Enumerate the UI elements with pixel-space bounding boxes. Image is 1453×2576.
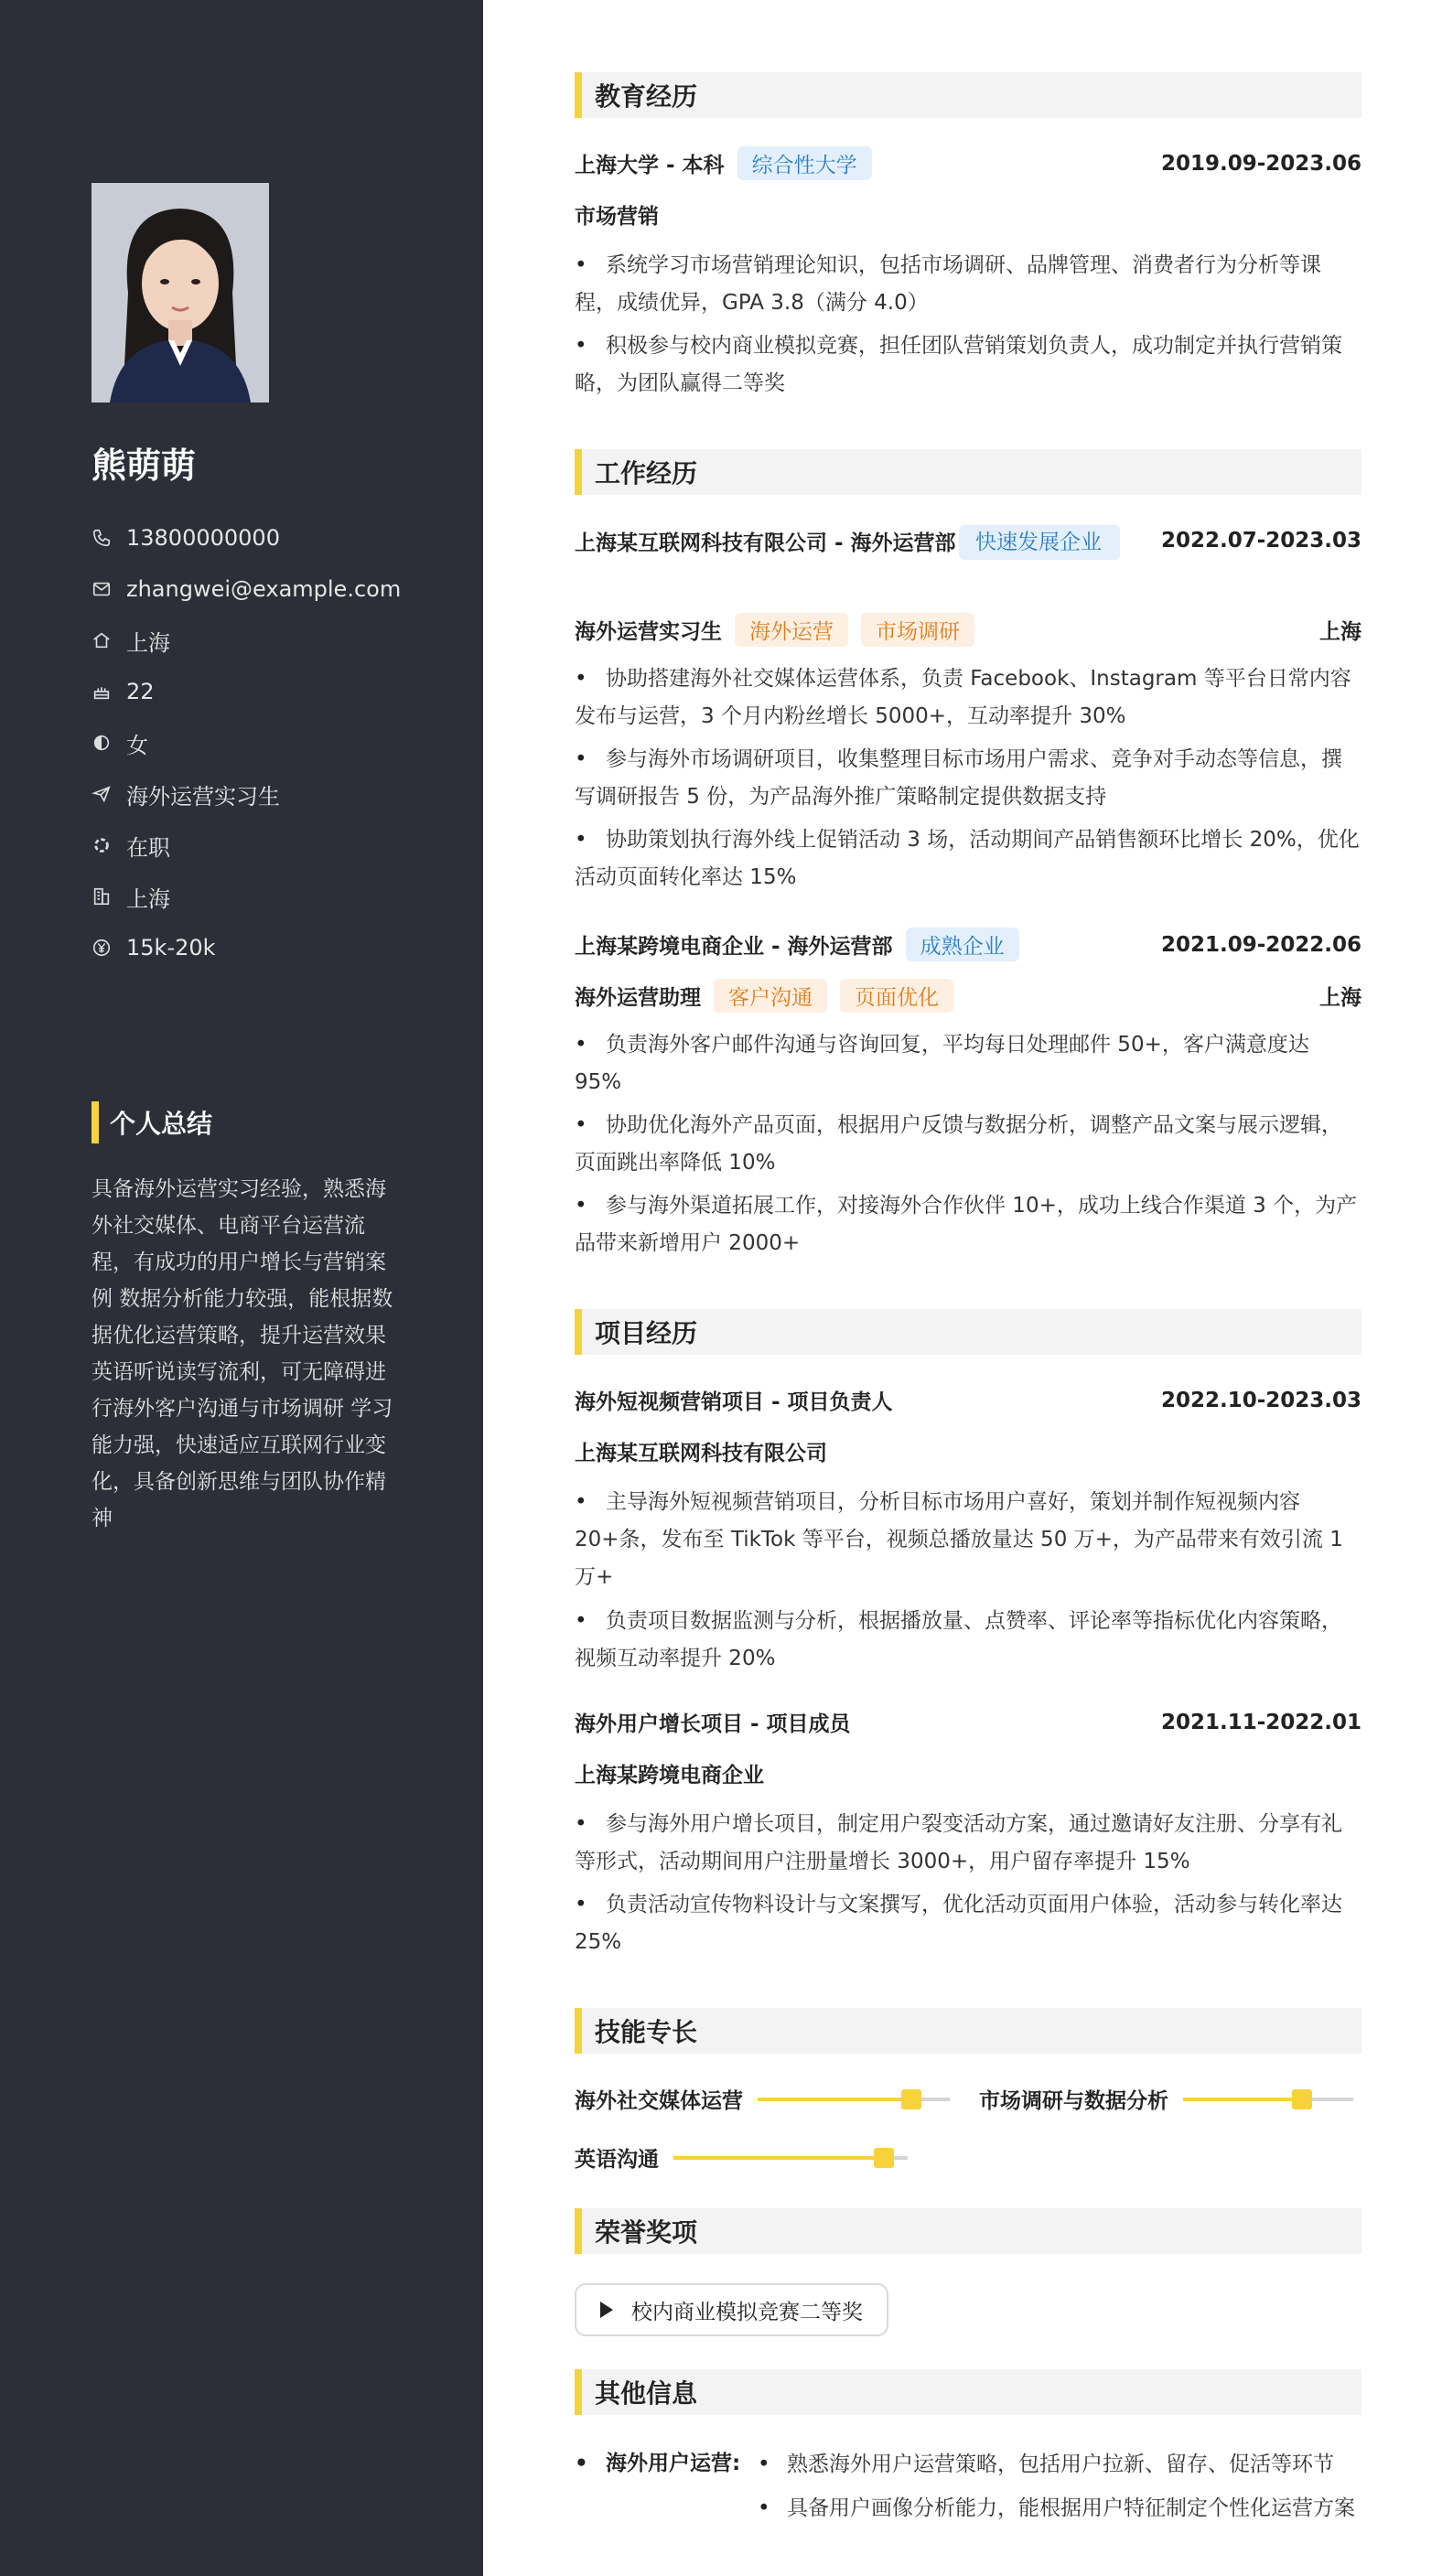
job-2-role-row	[575, 979, 1362, 1013]
contact-salary	[91, 922, 401, 973]
job-1-bullet: • 协助策划执行海外线上促销活动 3 场，活动期间产品销售额环比增长 20%，优化活动页面转化率达 15%	[575, 821, 1362, 896]
skill-level-knob	[874, 2148, 894, 2168]
summary-text: 具备海外运营实习经验，熟悉海外社交媒体、电商平台运营流程，有成功的用户增长与营销案例 数据分析能力较强，能根据数据优化运营策略，提升运营效果 英语听说读写流利，可无障碍进行海外客户沟通与市场调研 学习能力强，快速适应互联网行业变化，具备创新思维与团队协作精神	[91, 1177, 393, 1530]
skill-level-fill	[1183, 2098, 1302, 2101]
accent-bar	[575, 2208, 582, 2254]
skill-level-knob	[1292, 2089, 1312, 2109]
education-bullet: • 系统学习市场营销理论知识，包括市场调研、品牌管理、消费者行为分析等课程，成绩优异，GPA 3.8（满分 4.0）	[575, 247, 1362, 322]
skill-level-fill	[758, 2098, 911, 2101]
contact-location	[91, 615, 401, 666]
contact-position	[91, 768, 401, 820]
position-text: 海外运营实习生	[126, 783, 280, 810]
skill-level-bar	[758, 2098, 950, 2101]
job-2-company: 上海某跨境电商企业 - 海外运营部	[575, 935, 893, 959]
home-icon	[91, 630, 112, 650]
cake-icon	[91, 682, 112, 702]
skill-item	[575, 2084, 950, 2114]
gender-icon	[91, 733, 112, 753]
project-2-date: 2021.11-2022.01	[1160, 1710, 1362, 1734]
building-icon	[91, 886, 112, 907]
contact-email	[91, 564, 401, 615]
project-1-name: 海外短视频营销项目 - 项目负责人	[575, 1390, 893, 1414]
age-text: 22	[126, 679, 155, 704]
phone-text: 13800000000	[126, 525, 280, 551]
job-1-bullet: • 参与海外市场调研项目，收集整理目标市场用户需求、竞争对手动态等信息，撰写调研报告 5 份，为产品海外推广策略制定提供数据支持	[575, 741, 1362, 816]
location-text: 上海	[126, 629, 170, 656]
phone-icon	[91, 528, 112, 548]
school-tag: 综合性大学	[737, 146, 872, 180]
job-1-tag: 海外运营	[735, 613, 848, 647]
job-2-tag: 客户沟通	[714, 979, 827, 1013]
skill-level-bar	[1183, 2098, 1353, 2101]
email-text: zhangwei@example.com	[126, 576, 402, 602]
job-1-bullet: • 协助搭建海外社交媒体运营体系，负责 Facebook、Instagram 等平台日常内容发布与运营，3 个月内粉丝增长 5000+，互动率提升 30%	[575, 660, 1362, 735]
contact-status	[91, 820, 401, 871]
job-1-city: 上海	[1319, 620, 1362, 644]
status-icon	[91, 835, 112, 855]
summary-heading: 个人总结	[91, 1101, 212, 1143]
job-1-company: 上海某互联网科技有限公司 - 海外运营部	[575, 531, 956, 555]
section-awards: 荣誉奖项	[575, 2208, 1362, 2254]
project-1-header	[575, 1385, 1362, 1415]
job-1-tag: 市场调研	[861, 613, 974, 647]
skill-level-knob	[901, 2089, 921, 2109]
accent-bar	[575, 2369, 582, 2415]
candidate-name: 熊萌萌	[91, 445, 197, 486]
contact-age	[91, 666, 401, 717]
skill-item	[979, 2084, 1353, 2114]
job-2-role: 海外运营助理	[575, 986, 701, 1010]
skill-level-fill	[673, 2156, 884, 2160]
play-icon	[600, 2302, 613, 2318]
job-2-city: 上海	[1319, 986, 1362, 1010]
job-2-header	[575, 928, 1362, 961]
project-2-header	[575, 1707, 1362, 1737]
project-2-name: 海外用户增长项目 - 项目成员	[575, 1712, 851, 1736]
contact-target-city	[91, 871, 401, 922]
accent-bar	[575, 72, 582, 118]
job-2-tag: 页面优化	[840, 979, 953, 1013]
project-2-org: 上海某跨境电商企业	[575, 1764, 764, 1787]
job-1-role: 海外运营实习生	[575, 620, 722, 644]
skill-name: 海外社交媒体运营	[575, 2089, 743, 2113]
education-date: 2019.09-2023.06	[1160, 151, 1362, 176]
skill-level-bar	[673, 2156, 908, 2160]
project-1-date: 2022.10-2023.03	[1160, 1388, 1362, 1412]
section-projects: 项目经历	[575, 1309, 1362, 1355]
skill-name: 英语沟通	[575, 2148, 659, 2172]
education-bullet: • 积极参与校内商业模拟竞赛，担任团队营销策划负责人，成功制定并执行营销策略，为团队赢得二等奖	[575, 327, 1362, 402]
accent-bar	[91, 1101, 99, 1143]
job-2-bullet: • 负责海外客户邮件沟通与咨询回复，平均每日处理邮件 50+，客户满意度达 95%	[575, 1026, 1362, 1101]
job-1-date: 2022.07-2023.03	[1160, 529, 1362, 553]
job-2-company-tag: 成熟企业	[906, 928, 1019, 961]
project-2-bullet: • 负责活动宣传物料设计与文案撰写，优化活动页面用户体验，活动参与转化率达 25%	[575, 1886, 1362, 1961]
skill-name: 市场调研与数据分析	[979, 2089, 1168, 2113]
contact-gender	[91, 717, 401, 768]
school-name: 上海大学 - 本科	[575, 154, 725, 177]
section-work: 工作经历	[575, 449, 1362, 495]
job-2-bullet: • 参与海外渠道拓展工作，对接海外合作伙伴 10+，成功上线合作渠道 3 个，为产品带来新增用户 2000+	[575, 1187, 1362, 1262]
project-2-bullet: • 参与海外用户增长项目，制定用户裂变活动方案，通过邀请好友注册、分享有礼等形式，活动期间用户注册量增长 3000+，用户留存率提升 15%	[575, 1806, 1362, 1881]
contact-phone	[91, 512, 401, 564]
sidebar	[0, 0, 483, 2576]
award-chip[interactable]	[575, 2283, 888, 2336]
education-header	[575, 146, 1362, 180]
send-icon	[91, 784, 112, 804]
contact-list	[91, 512, 401, 973]
job-2-bullet: • 协助优化海外产品页面，根据用户反馈与数据分析，调整产品文案与展示逻辑，页面跳出率降低 10%	[575, 1107, 1362, 1182]
other-item: • 具备用户画像分析能力，能根据用户特征制定个性化运营方案	[758, 2490, 1362, 2528]
award-text: 校内商业模拟竞赛二等奖	[631, 2300, 863, 2324]
salary-text: 15k-20k	[126, 935, 216, 961]
project-1-org: 上海某互联网科技有限公司	[575, 1442, 827, 1465]
accent-bar	[575, 449, 582, 495]
profile-photo	[91, 183, 269, 402]
yen-icon	[91, 938, 112, 958]
job-1-header	[575, 525, 1362, 562]
section-skills: 技能专长	[575, 2008, 1362, 2054]
project-1-bullet: • 主导海外短视频营销项目，分析目标市场用户喜好，策划并制作短视频内容 20+条，发布至 TikTok 等平台，视频总播放量达 50 万+，为产品带来有效引流 1 万+	[575, 1484, 1362, 1596]
job-1-role-row	[575, 613, 1362, 647]
gender-text: 女	[126, 732, 148, 758]
other-label: • 海外用户运营:	[575, 2446, 740, 2476]
status-text: 在职	[126, 834, 170, 861]
mail-icon	[91, 579, 112, 599]
job-2-date: 2021.09-2022.06	[1160, 932, 1362, 957]
job-1-company-tag: 快速发展企业	[959, 525, 1120, 560]
education-major: 市场营销	[575, 205, 659, 229]
other-item: • 熟悉海外用户运营策略，包括用户拉新、留存、促活等环节	[758, 2446, 1362, 2484]
accent-bar	[575, 2008, 582, 2054]
accent-bar	[575, 1309, 582, 1355]
project-1-bullet: • 负责项目数据监测与分析，根据播放量、点赞率、评论率等指标优化内容策略，视频互动率提升 20%	[575, 1603, 1362, 1678]
target-city-text: 上海	[126, 886, 170, 912]
section-education: 教育经历	[575, 72, 1362, 118]
skill-item	[575, 2142, 908, 2173]
section-other: 其他信息	[575, 2369, 1362, 2415]
